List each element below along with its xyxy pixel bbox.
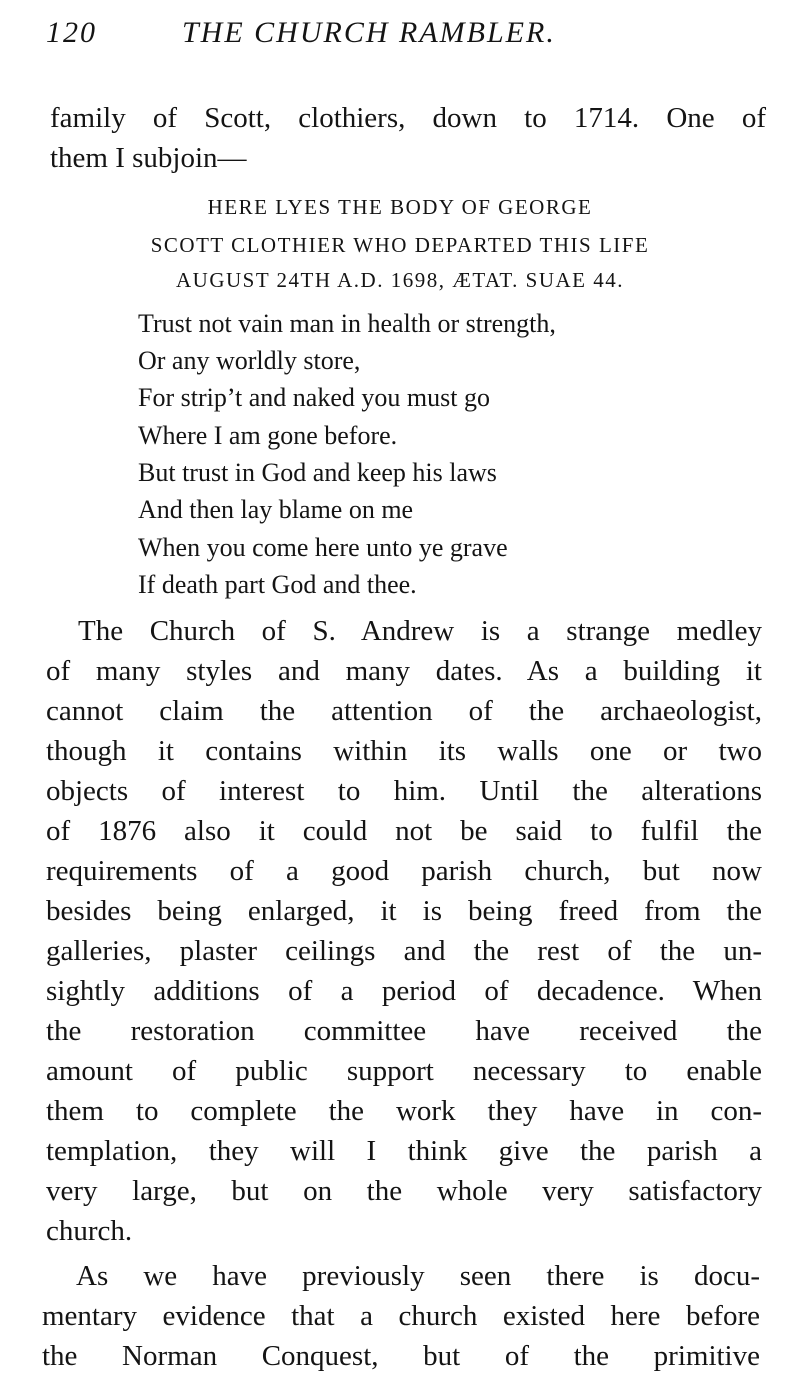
text-line: galleries, plaster ceilings and the rest of the un- — [46, 935, 762, 967]
text-line: objects of interest to him. Until the alterations — [46, 775, 762, 807]
page-number: 120 — [46, 16, 97, 49]
epitaph-line: HERE LYES THE BODY OF GEORGE — [207, 195, 593, 219]
running-title: THE CHURCH RAMBLER. — [182, 16, 556, 49]
text-line: cannot claim the attention of the archaeologist, — [46, 695, 762, 727]
text-line: of 1876 also it could not be said to fulfil the — [46, 815, 762, 847]
text-line: them to complete the work they have in con- — [46, 1095, 762, 1127]
running-head — [46, 16, 746, 58]
text-line: very large, but on the whole very satisfactory — [46, 1175, 762, 1207]
verse-line: When you come here unto ye grave — [138, 533, 508, 562]
text-line: family of Scott, clothiers, down to 1714. One of — [50, 102, 766, 134]
text-line: templation, they will I think give the parish a — [46, 1135, 762, 1167]
text-line: them I subjoin— — [50, 142, 247, 174]
text-line: mentary evidence that a church existed here before — [42, 1300, 760, 1332]
text-line: of many styles and many dates. As a building it — [46, 655, 762, 687]
verse-line: But trust in God and keep his laws — [138, 458, 497, 487]
verse-line: Where I am gone before. — [138, 421, 398, 450]
text-line: As we have previously seen there is docu- — [76, 1260, 760, 1292]
text-line: though it contains within its walls one or two — [46, 735, 762, 767]
verse-line: Trust not vain man in health or strength, — [138, 309, 556, 338]
text-line: the restoration committee have received the — [46, 1015, 762, 1047]
epitaph-line: SCOTT CLOTHIER WHO DEPARTED THIS LIFE — [150, 233, 650, 257]
verse-line: If death part God and thee. — [138, 570, 417, 599]
text-line: amount of public support necessary to enable — [46, 1055, 762, 1087]
text-line: sightly additions of a period of decadence. When — [46, 975, 762, 1007]
epitaph-line: AUGUST 24TH A.D. 1698, ÆTAT. SUAE 44. — [176, 268, 624, 292]
verse-line: And then lay blame on me — [138, 495, 414, 524]
text-line: besides being enlarged, it is being freed from the — [46, 895, 762, 927]
text-line: church. — [46, 1215, 133, 1247]
text-line: the Norman Conquest, but of the primitive — [42, 1340, 760, 1372]
text-line: requirements of a good parish church, but now — [46, 855, 762, 887]
text-line: The Church of S. Andrew is a strange medley — [78, 615, 762, 647]
verse-line: For strip’t and naked you must go — [138, 383, 490, 412]
verse-line: Or any worldly store, — [138, 346, 361, 375]
